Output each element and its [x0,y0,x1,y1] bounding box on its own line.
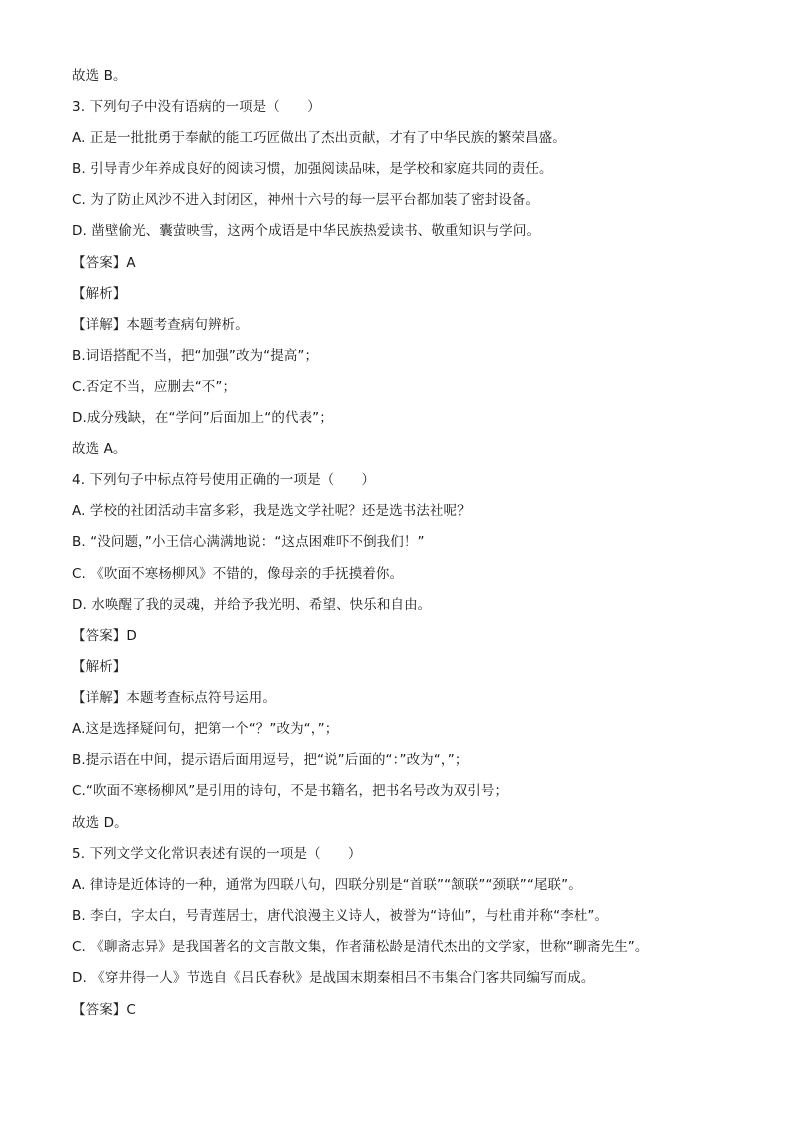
question-3-conclusion: 故选 A。 [72,441,127,457]
question-5-option-d: D. 《穿井得一人》节选自《吕氏春秋》是战国末期秦相吕不韦集合门客共同编写而成。 [72,970,595,986]
question-3-option-b: B. 引导青少年养成良好的阅读习惯，加强阅读品味，是学校和家庭共同的责任。 [72,161,553,177]
question-5-stem: 5. 下列文学文化常识表述有误的一项是（ ） [72,846,362,862]
question-3-analysis: 【解析】 [72,286,127,302]
question-4-stem: 4. 下列句子中标点符号使用正确的一项是（ ） [72,472,376,488]
question-3-option-a: A. 正是一批批勇于奉献的能工巧匠做出了杰出贡献，才有了中华民族的繁荣昌盛。 [72,130,566,146]
question-4-option-d: D. 水唤醒了我的灵魂，并给予我光明、希望、快乐和自由。 [72,597,432,613]
question-3-detail: 【详解】本题考查病句辨析。 [72,317,249,333]
question-5-option-c: C. 《聊斋志异》是我国著名的文言散文集，作者蒲松龄是清代杰出的文学家，世称“聊斋先生”。 [72,939,649,955]
question-4-option-b: B. “没问题，”小王信心满满地说：“这点困难吓不倒我们！” [72,534,425,550]
question-4-analysis: 【解析】 [72,659,127,675]
question-3-explain-d: D.成分残缺，在“学问”后面加上“的代表”； [72,410,333,426]
question-4-explain-a: A.这是选择疑问句，把第一个“？”改为“，”； [72,721,339,737]
line-conclusion-2: 故选 B。 [72,68,127,84]
question-3-explain-b: B.词语搭配不当，把“加强”改为“提高”； [72,348,319,364]
question-5-answer: 【答案】C [72,1002,136,1018]
question-4-explain-b: B.提示语在中间，提示语后面用逗号，把“说”后面的“：”改为“，”； [72,752,469,768]
question-4-detail: 【详解】本题考查标点符号运用。 [72,690,276,706]
question-4-answer: 【答案】D [72,628,137,644]
question-3-option-d: D. 凿壁偷光、囊萤映雪，这两个成语是中华民族热爱读书、敬重知识与学问。 [72,223,541,239]
question-5-option-a: A. 律诗是近体诗的一种，通常为四联八句，四联分别是“首联”“颔联”“颈联”“尾联”。 [72,877,582,893]
question-4-conclusion: 故选 D。 [72,815,128,831]
question-3-explain-c: C.否定不当，应删去“不”； [72,379,237,395]
question-4-option-a: A. 学校的社团活动丰富多彩，我是选文学社呢？还是选书法社呢？ [72,503,471,519]
question-4-option-c: C. 《吹面不寒杨柳风》不错的，像母亲的手抚摸着你。 [72,566,404,582]
question-5-option-b: B. 李白，字太白，号青莲居士，唐代浪漫主义诗人，被誉为“诗仙”，与杜甫并称“李杜”。 [72,908,609,924]
question-3-option-c: C. 为了防止风沙不进入封闭区，神州十六号的每一层平台都加装了密封设备。 [72,192,540,208]
question-3-stem: 3. 下列句子中没有语病的一项是（ ） [72,99,321,115]
question-3-answer: 【答案】A [72,255,136,271]
question-4-explain-c: C.“吹面不寒杨柳风”是引用的诗句，不是书籍名，把书名号改为双引号； [72,783,509,799]
